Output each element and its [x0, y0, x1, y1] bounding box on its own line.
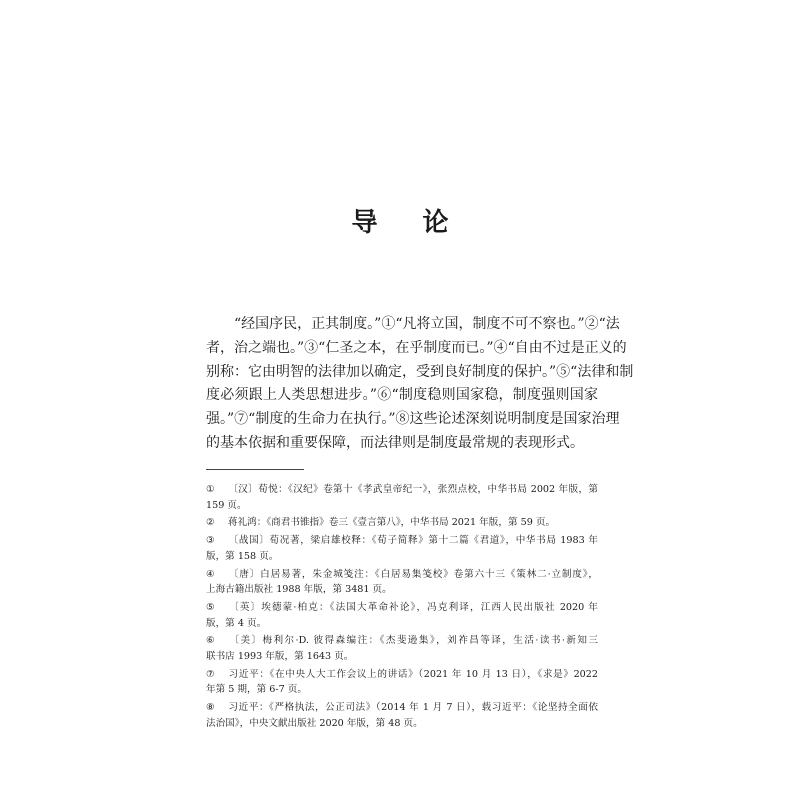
body-paragraph	[206, 313, 634, 456]
footnote-line: 年第 5 期，第 6-7 页。	[206, 684, 307, 696]
footnote-item	[206, 533, 598, 564]
footnote-number: ④	[206, 568, 215, 580]
footnote-text: 〔美〕梅利尔·D. 彼得森编注：《杰斐逊集》，刘祚昌等译，生活·读书·新知三	[228, 635, 598, 647]
footnote-line	[206, 533, 598, 549]
footnote-line	[206, 600, 598, 616]
footnote-number: ⑦	[206, 668, 215, 680]
footnote-text: 〔英〕埃德蒙·柏克：《法国大革命补论》，冯克利译，江西人民出版社 2020 年	[228, 601, 598, 613]
footnote-item	[206, 515, 598, 531]
footnote-text: 〔汉〕荀悦：《汉纪》卷第十《孝武皇帝纪一》，张烈点校，中华书局 2002 年版，第	[228, 484, 598, 495]
body-line: 度必须跟上人类思想进步。”⑥“制度稳则国家稳，制度强则国家	[206, 387, 598, 404]
footnote-number: ⑥	[206, 635, 215, 647]
footnote-divider	[206, 469, 304, 470]
body-line: 别称：它由明智的法律加以确定，受到良好制度的保护。”⑤“法律和制	[206, 363, 634, 380]
footnote-text: 〔战国〕荀况著，梁启雄校释：《荀子简释》第十二篇《君道》，中华书局 1983 年	[228, 535, 598, 547]
footnote-item	[206, 600, 598, 631]
body-line: “经国序民，正其制度。”①“凡将立国，制度不可不察也。”②“法	[234, 316, 620, 332]
footnote-number: ⑤	[206, 601, 215, 613]
footnote-text: 习近平：《严格执法，公正司法》（2014 年 1 月 7 日），载习近平：《论坚持全面依	[228, 702, 598, 714]
footnote-line	[206, 515, 598, 531]
footnote-item	[206, 633, 598, 664]
footnote-number: ①	[206, 484, 215, 495]
footnote-line	[206, 567, 598, 583]
footnote-text: 蒋礼鸿：《商君书锥指》卷三《壹言第八》，中华书局 2021 年版，第 59 页。	[228, 517, 556, 529]
footnote-line	[206, 667, 598, 683]
body-line: 强。”⑦“制度的生命力在执行。”⑧这些论述深刻说明制度是国家治理	[206, 411, 620, 428]
footnote-line	[206, 700, 598, 716]
footnote-line	[206, 482, 598, 498]
body-line: 者，治之端也。”③“仁圣之本，在乎制度而已。”④“自由不过是正义的	[206, 339, 627, 356]
footnote-line	[206, 633, 598, 649]
chapter-title: 导 论	[351, 208, 467, 238]
footnote-item	[206, 667, 598, 698]
footnote-item	[206, 482, 598, 513]
footnote-item	[206, 567, 598, 598]
footnote-line: 版，第 158 页。	[206, 550, 279, 562]
footnote-item	[206, 700, 598, 731]
body-line: 的基本依据和重要保障，而法律则是制度最常规的表现形式。	[206, 434, 584, 451]
footnote-line: 法治国》，中央文献出版社 2020 年版，第 48 页。	[206, 717, 423, 729]
footnote-line: 版，第 4 页。	[206, 617, 267, 629]
footnote-text: 习近平：《在中央人大工作会议上的讲话》（2021 年 10 月 13 日），《求是》2022	[228, 668, 598, 680]
footnote-number: ⑧	[206, 702, 215, 714]
footnote-line: 159 页。	[206, 499, 247, 511]
footnote-text: 〔唐〕白居易著，朱金城笺注：《白居易集笺校》卷第六十三《策林二·立制度》，	[228, 568, 598, 580]
footnote-line: 联书店 1993 年版，第 1643 页。	[206, 650, 354, 662]
footnote-line: 上海古籍出版社 1988 年版，第 3481 页。	[206, 584, 392, 596]
footnote-number: ②	[206, 517, 215, 529]
footnote-number: ③	[206, 535, 215, 547]
footnotes	[206, 482, 598, 733]
